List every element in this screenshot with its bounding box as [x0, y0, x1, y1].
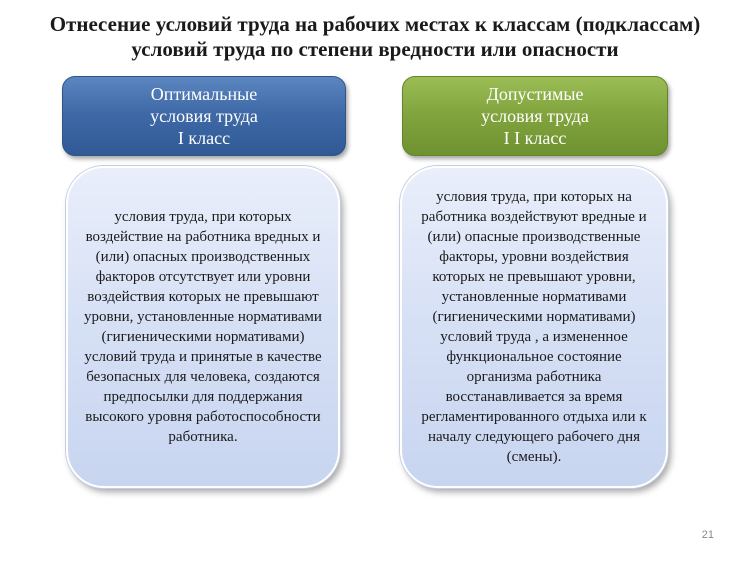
- allowed-class-header: [402, 76, 668, 156]
- slide-title: [30, 12, 720, 62]
- allowed-header-line-2: условия труда: [481, 106, 589, 126]
- optimal-header-line-3: I класс: [177, 128, 231, 148]
- allowed-header-line-3: I I класс: [503, 128, 567, 148]
- allowed-class-description-box: [400, 166, 668, 488]
- allowed-header-line-1: Допустимые: [486, 84, 584, 104]
- optimal-class-description: условия труда, при которых воздействие на работника вредных и (или) опасных производственных факторов отсутствует или уровни воздействия которых не превышают уровни, установленные нормативами (гигиеническими нормативами) условий труда и принятые в качестве безопасных для человека, создаются предпосылки для поддержания высокого уровня работоспособности работника.: [84, 209, 322, 445]
- slide-title-line-1: Отнесение условий труда на рабочих местах к классам (подклассам): [49, 12, 701, 36]
- optimal-class-header: [62, 76, 346, 156]
- optimal-header-line-2: условия труда: [150, 106, 258, 126]
- optimal-header-line-1: Оптимальные: [150, 84, 258, 104]
- optimal-class-description-box: [66, 166, 340, 488]
- slide-title-line-2: условий труда по степени вредности или опасности: [131, 37, 619, 61]
- allowed-class-description: условия труда, при которых на работника воздействуют вредные и (или) опасные производственные факторы, уровни воздействия которых не превышают уровни, установленные нормативами (гигиеническими нормативами) условий труда , а измененное функциональное состояние организма работника восстанавливается за время регламентированного отдыха или к началу следующего рабочего дня (смены).: [421, 189, 647, 465]
- page-number: 21: [701, 529, 714, 541]
